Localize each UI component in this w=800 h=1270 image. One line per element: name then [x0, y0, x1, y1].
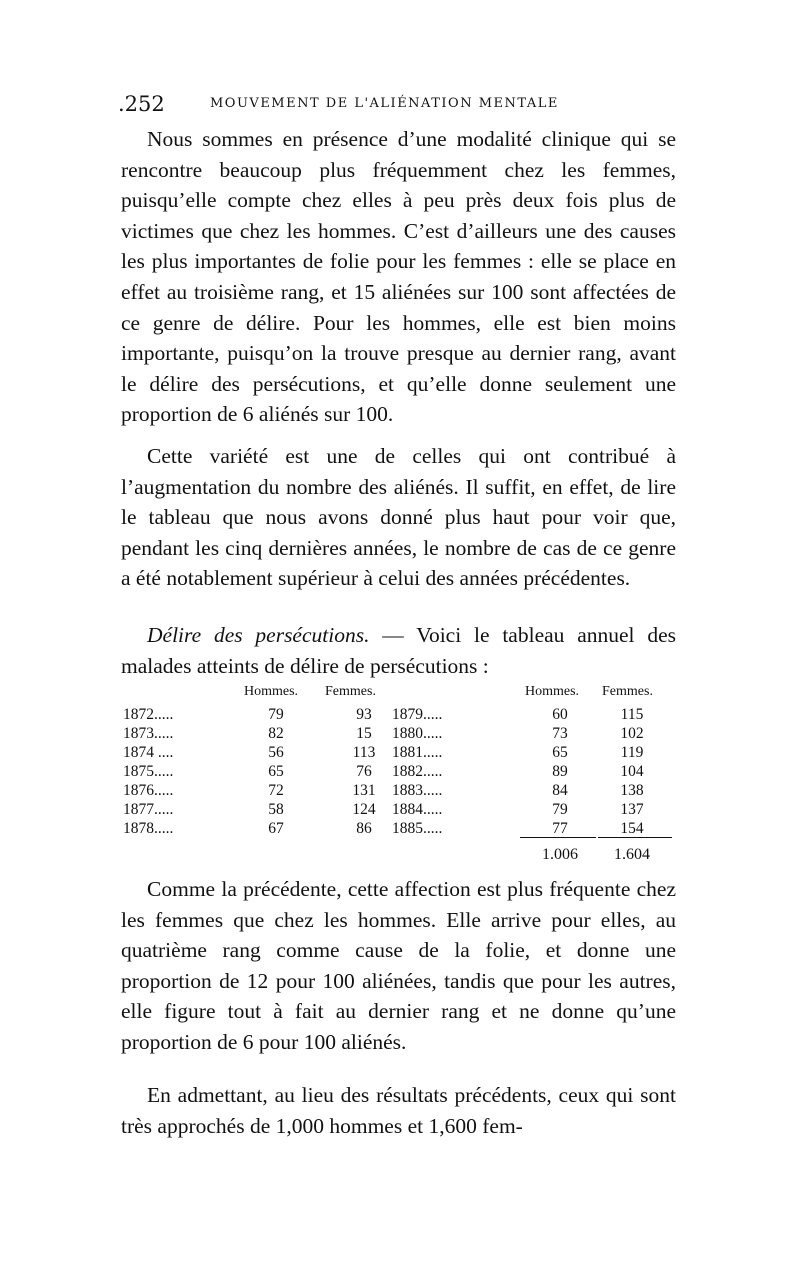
table-row: 1878..... 67 86 1885..... 77 154: [123, 820, 644, 837]
total-hommes: 1.006: [542, 846, 578, 863]
totals-row: [120, 846, 690, 864]
paragraph-1-text: Nous sommes en présence d’une modalité clinique qui se rencontre beaucoup plus fréquemment chez les femmes, puisqu’elle compte chez elles à peu près deux fois plus de victimes que chez les hommes. C’est d’ailleurs une des causes les plus importantes de folie pour les femmes : elle se place en effet au troisième rang, et 15 aliénées sur 100 sont affectées de ce genre de délire. Pour les hommes, elle est bien moins importante, puisqu’on la trouve presque au dernier rang, avant le délire des persécutions, et qu’elle donne seulement une proportion de 6 aliénés sur 100.: [121, 127, 676, 427]
total-rule-femmes: [598, 837, 672, 838]
paragraph-4: [121, 874, 676, 1058]
paragraph-1: [121, 124, 676, 430]
paragraph-2-text: Cette variété est une de celles qui ont contribué à l’augmentation du nombre des aliénés. Il suffit, en effet, de lire le tableau que nous avons donné plus haut pour voir que, pendant les cinq dernières années, le nombre de cas de ce genre a été notablement supérieur à celui des années précédentes.: [121, 444, 676, 591]
header-hommes-left: Hommes.: [244, 684, 299, 699]
table-row: 1875..... 65 76 1882..... 89 104: [123, 763, 644, 780]
table-row: 1877..... 58 124 1884..... 79 137: [123, 801, 644, 818]
table-row: 1873..... 82 15 1880..... 73 102: [123, 725, 644, 742]
page-number: .252: [118, 92, 165, 116]
running-title: MOUVEMENT DE L'ALIÉNATION MENTALE: [210, 96, 559, 111]
page-header: [118, 92, 678, 118]
header-hommes-right: Hommes.: [525, 684, 580, 699]
paragraph-3: [121, 620, 676, 681]
header-femmes-right: Femmes.: [602, 684, 653, 699]
paragraph-5: [121, 1080, 676, 1141]
statistics-table: [120, 684, 690, 874]
table-row: 1872..... 79 93 1879..... 60 115: [123, 706, 644, 723]
paragraph-5-text: En admettant, au lieu des résultats précédents, ceux qui sont très approchés de 1,000 hommes et 1,600 fem-: [121, 1083, 676, 1138]
paragraph-4-text: Comme la précédente, cette affection est plus fréquente chez les femmes que chez les hommes. Elle arrive pour elles, au quatrième rang comme cause de la folie, et donne une proportion de 12 pour 100 aliénées, tandis que pour les autres, elle figure tout à fait au dernier rang et ne donne qu’une proportion de 6 pour 100 aliénés.: [121, 877, 676, 1054]
table-row: 1876..... 72 131 1883..... 84 138: [123, 782, 644, 799]
header-femmes-left: Femmes.: [325, 684, 376, 699]
total-rule-hommes: [520, 837, 596, 838]
section-title: Délire des persécutions.: [147, 623, 370, 647]
paragraph-3-text: — Voici le tableau annuel des malades atteints de délire de persécutions :: [121, 623, 676, 678]
total-femmes: 1.604: [614, 846, 650, 863]
paragraph-2: [121, 441, 676, 594]
table-row: 1874 .... 56 113 1881..... 65 119: [123, 744, 644, 761]
